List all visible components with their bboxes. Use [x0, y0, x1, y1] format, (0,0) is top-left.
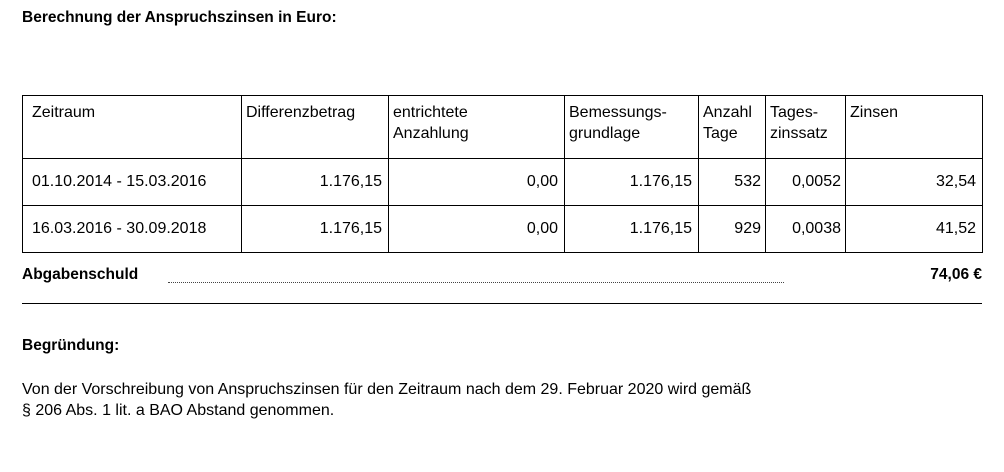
cell-differenzbetrag: 1.176,15: [242, 206, 389, 253]
divider-line: [22, 303, 982, 304]
cell-tageszinssatz: 0,0038: [766, 206, 846, 253]
cell-zinsen: 41,52: [846, 206, 983, 253]
cell-bemessungsgrundlage: 1.176,15: [565, 206, 699, 253]
header-anzahlung: entrichtete Anzahlung: [389, 96, 565, 159]
cell-anzahlung: 0,00: [389, 159, 565, 206]
cell-bemessungsgrundlage: 1.176,15: [565, 159, 699, 206]
header-tageszinssatz: Tages- zinssatz: [766, 96, 846, 159]
cell-zeitraum: 16.03.2016 - 30.09.2018: [23, 206, 242, 253]
total-row: [22, 266, 982, 286]
total-label: Abgabenschuld: [22, 266, 139, 283]
document-heading: Berechnung der Anspruchszinsen in Euro:: [22, 9, 337, 26]
header-zinsen: Zinsen: [846, 96, 983, 159]
table-header-row: [23, 96, 983, 159]
header-anzahl-tage: Anzahl Tage: [699, 96, 766, 159]
interest-calculation-table: [22, 95, 983, 253]
table-row: [23, 206, 983, 253]
cell-tageszinssatz: 0,0052: [766, 159, 846, 206]
dotted-leader: [168, 272, 784, 283]
cell-anzahlung: 0,00: [389, 206, 565, 253]
total-value: 74,06 €: [930, 266, 982, 283]
header-differenzbetrag: Differenzbetrag: [242, 96, 389, 159]
cell-anzahl-tage: 532: [699, 159, 766, 206]
cell-zinsen: 32,54: [846, 159, 983, 206]
cell-zeitraum: 01.10.2014 - 15.03.2016: [23, 159, 242, 206]
cell-anzahl-tage: 929: [699, 206, 766, 253]
cell-differenzbetrag: 1.176,15: [242, 159, 389, 206]
reason-text: [22, 379, 982, 421]
header-bemessungsgrundlage: Bemessungs- grundlage: [565, 96, 699, 159]
header-zeitraum: Zeitraum: [23, 96, 242, 159]
reason-title: Begründung:: [22, 337, 120, 354]
reason-line: § 206 Abs. 1 lit. a BAO Abstand genommen.: [22, 402, 335, 419]
reason-line: Von der Vorschreibung von Anspruchszinsen für den Zeitraum nach dem 29. Februar 2020 wird gemäß: [22, 381, 752, 398]
table-row: [23, 159, 983, 206]
